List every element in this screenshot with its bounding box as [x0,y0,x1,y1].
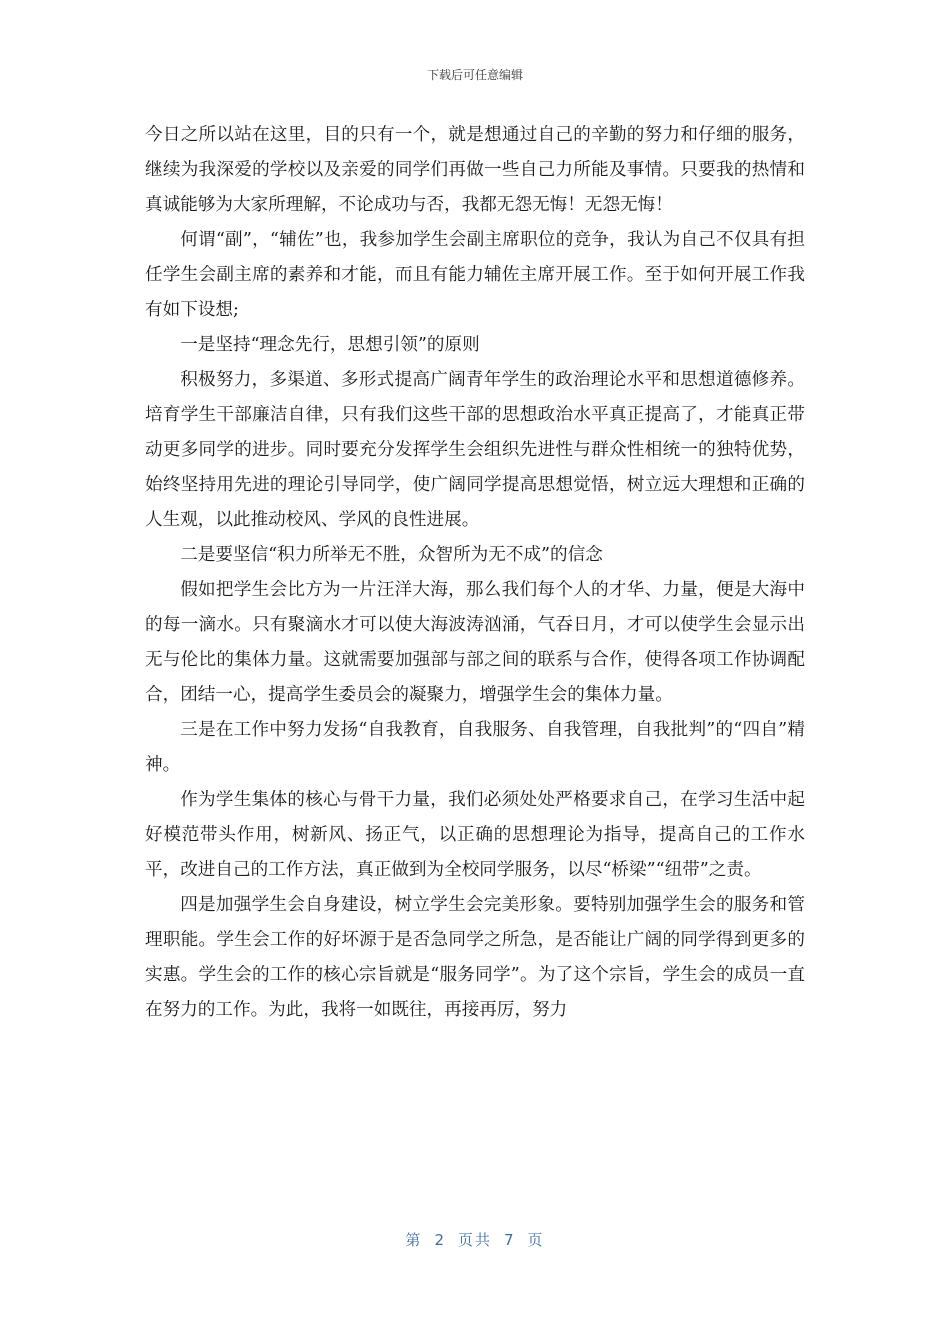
document-body [145,118,805,1028]
footer-total-pages: 7 [504,1231,516,1249]
paragraph-5: 二是要坚信“积力所举无不胜，众智所为无不成”的信念 [180,545,603,565]
page-header-note: 下载后可任意编辑 [426,68,523,82]
footer-middle: 页共 [457,1231,492,1249]
footer-prefix: 第 [405,1231,423,1249]
paragraph-7: 三是在工作中努力发扬“自我教育，自我服务、自我管理，自我批判”的“四自”精神。 [145,720,805,775]
paragraph-9: 四是加强学生会自身建设，树立学生会完美形象。要特别加强学生会的服务和管理职能。学生会工作的好坏源于是否急同学之所急，是否能让广阔的同学得到更多的实惠。学生会的工作的核心宗旨就是“服务同学”。为了这个宗旨，学生会的成员一直在努力的工作。为此，我将一如既往，再接再厉，努力 [145,895,805,1020]
paragraph-1: 今日之所以站在这里，目的只有一个，就是想通过自己的辛勤的努力和仔细的服务，继续为我深爱的学校以及亲爱的同学们再做一些自己力所能及事情。只要我的热情和真诚能够为大家所理解，不论成功与否，我都无怨无悔！无怨无悔！ [145,125,805,215]
paragraph-8: 作为学生集体的核心与骨干力量，我们必须处处严格要求自己，在学习生活中起好模范带头作用，树新风、扬正气，以正确的思想理论为指导，提高自己的工作水平，改进自己的工作方法，真正做到为全校同学服务，以尽“桥梁”“纽带”之责。 [145,790,805,880]
paragraph-4: 积极努力，多渠道、多形式提高广阔青年学生的政治理论水平和思想道德修养。培育学生干部廉洁自律，只有我们这些干部的思想政治水平真正提高了，才能真正带动更多同学的进步。同时要充分发挥学生会组织先进性与群众性相统一的独特优势，始终坚持用先进的理论引导同学，使广阔同学提高思想觉悟，树立远大理想和正确的人生观，以此推动校风、学风的良性进展。 [145,370,805,530]
page-footer [0,1229,950,1250]
footer-suffix: 页 [527,1231,545,1249]
footer-page-number: 2 [434,1231,446,1249]
paragraph-6: 假如把学生会比方为一片汪洋大海，那么我们每个人的才华、力量，便是大海中的每一滴水。只有聚滴水才可以使大海波涛汹涌，气吞日月，才可以使学生会显示出无与伦比的集体力量。这就需要加强部与部之间的联系与合作，使得各项工作协调配合，团结一心，提高学生委员会的凝聚力，增强学生会的集体力量。 [145,580,805,705]
paragraph-3: 一是坚持“理念先行，思想引领”的原则 [180,335,480,355]
paragraph-2: 何谓“副”，“辅佐”也，我参加学生会副主席职位的竞争，我认为自己不仅具有担任学生会副主席的素养和才能，而且有能力辅佐主席开展工作。至于如何开展工作我有如下设想; [145,230,805,320]
